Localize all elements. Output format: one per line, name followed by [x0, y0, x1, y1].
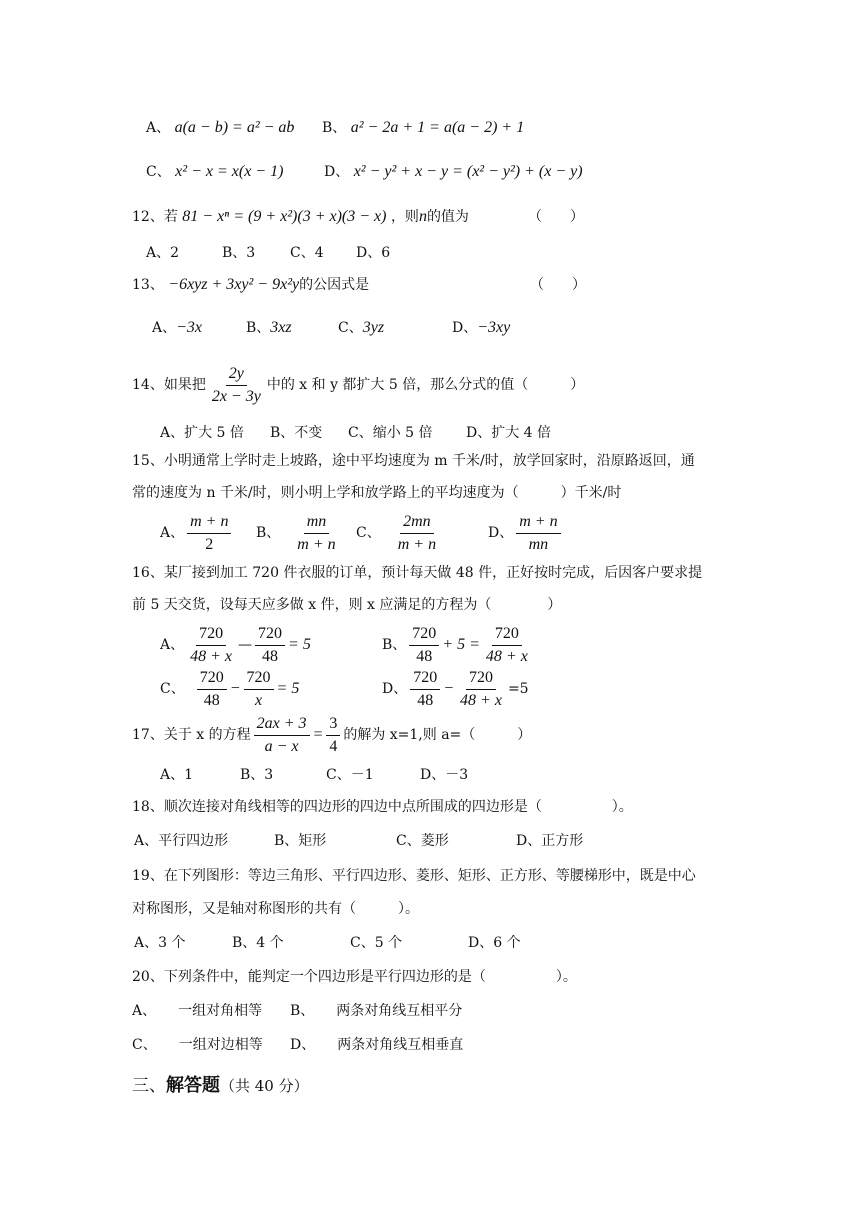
q13-suffix: 的公因式是 [299, 277, 370, 293]
q15-option-b [256, 510, 342, 556]
fraction-denominator: 48 + x [485, 647, 528, 665]
q16-option-b [382, 622, 534, 668]
q17-fraction-1 [254, 713, 310, 758]
q13-option-b [246, 318, 292, 338]
q18-option-a: A、平行四边形 [134, 833, 229, 849]
fraction [244, 667, 274, 712]
option-label: C、 [356, 525, 381, 541]
option-text: 两条对角线互相垂直 [337, 1037, 464, 1053]
q15-line-1: 15、小明通常上学时走上坡路，途中平均速度为 m 千米/时，放学回家时，沿原路返回，通 [132, 453, 695, 469]
q11-option-a [146, 118, 294, 138]
section-title: 解答题 [166, 1075, 220, 1096]
fraction-denominator: 48 [203, 691, 220, 709]
fraction-numerator: 720 [196, 623, 226, 646]
q17-suffix: 的解为 x=1,则 a=（ ） [343, 727, 532, 743]
operator: − [443, 680, 455, 697]
fraction-numerator: 720 [244, 667, 274, 690]
q14-option-a: A、扩大 5 倍 [160, 425, 244, 441]
fraction-numerator: 720 [255, 623, 285, 646]
q16-option-a [160, 622, 311, 668]
fraction [197, 667, 227, 712]
q13-prefix: 13、 [132, 277, 164, 293]
q13-option-c [338, 318, 384, 338]
q19-option-a: A、3 个 [134, 935, 186, 951]
fraction [483, 623, 531, 668]
q20-option-b [290, 1001, 462, 1021]
option-label: C、 [160, 681, 185, 697]
option-label: B、 [246, 320, 271, 336]
q11-option-d [324, 162, 583, 182]
q17-fraction-2 [326, 713, 340, 758]
operator: + 5 = [442, 636, 480, 653]
fraction-denominator: mn [528, 535, 549, 553]
fraction-numerator: 3 [326, 713, 340, 736]
q15-option-a [160, 510, 234, 556]
q11-d-expr: x² − y² + x − y = (x² − y²) + (x − y) [353, 163, 583, 180]
q13-stem [132, 275, 369, 295]
q15-a-fraction [187, 511, 231, 556]
q14-stem [132, 362, 584, 408]
q12-option-a: A、2 [146, 245, 180, 261]
fraction-numerator: 2y [226, 363, 247, 386]
option-label: D、 [382, 681, 408, 697]
option-text: 一组对角相等 [178, 1003, 263, 1019]
fraction-numerator: 720 [410, 667, 440, 690]
q12-answer-bracket: （ ） [528, 209, 584, 225]
option-label: D、 [488, 525, 514, 541]
fraction-denominator: x [254, 691, 263, 709]
fraction-numerator: m + n [187, 511, 231, 534]
q17-option-c: C、－1 [326, 767, 374, 783]
option-text: 一组对边相等 [178, 1037, 263, 1053]
fraction-numerator: mn [304, 511, 330, 534]
option-label: D、 [452, 320, 478, 336]
fraction [409, 623, 439, 668]
fraction-denominator: 4 [329, 737, 338, 755]
q20-stem: 20、下列条件中，能判定一个四边形是平行四边形的是（ ）。 [132, 969, 577, 985]
q12-suffix: 的值为 [426, 209, 469, 225]
q14-option-b: B、不变 [270, 425, 323, 441]
option-label: C、 [338, 320, 363, 336]
fraction-denominator: m + n [297, 535, 336, 553]
equation-rhs: = 5 [288, 636, 311, 653]
fraction-denominator: 2x − 3y [211, 387, 261, 405]
q20-option-c [132, 1035, 263, 1055]
q11-a-expr: a(a − b) = a² − ab [174, 119, 295, 136]
fraction-denominator: 2 [205, 535, 214, 553]
q12-option-c: C、4 [290, 245, 324, 261]
q17-option-a: A、1 [160, 767, 194, 783]
q16-option-d [382, 666, 529, 712]
q16-line-2: 前 5 天交货，设每天应多做 x 件，则 x 应满足的方程为（ ） [132, 597, 562, 613]
operator: − [229, 680, 241, 697]
q19-line-2: 对称图形，又是轴对称图形的共有（ ）。 [132, 901, 419, 917]
option-label: B、 [322, 120, 347, 136]
fraction-numerator: 2mn [400, 511, 434, 534]
q16-line-1: 16、某厂接到加工 720 件衣服的订单，预计每天做 48 件，正好按时完成，后因客户要求提 [132, 565, 703, 581]
q15-b-fraction [294, 511, 338, 556]
q18-option-c: C、菱形 [396, 833, 449, 849]
fraction-denominator: 48 [417, 691, 434, 709]
option-expr: −3xy [477, 319, 511, 336]
q15-option-c [356, 510, 442, 556]
option-label: B、 [256, 525, 281, 541]
section-3-heading [132, 1073, 309, 1100]
q15-line-2: 常的速度为 n 千米/时，则小明上学和放学路上的平均速度为（ ）千米/时 [132, 485, 622, 501]
q19-option-b: B、4 个 [232, 935, 284, 951]
q18-option-b: B、矩形 [274, 833, 327, 849]
option-label: A、 [146, 120, 171, 136]
q19-line-1: 19、在下列图形：等边三角形、平行四边形、菱形、矩形、正方形、等腰梯形中，既是中心 [132, 868, 696, 884]
q12-stem [132, 207, 469, 227]
q13-expr: −6xyz + 3xy² − 9x²y [168, 276, 300, 293]
fraction [255, 623, 285, 668]
q12-prefix: 12、若 [132, 209, 178, 225]
fraction-denominator: a − x [264, 737, 299, 755]
q12-mid: ，则 [390, 209, 419, 225]
fraction-denominator: 48 [416, 647, 433, 665]
q15-option-d [488, 510, 564, 556]
option-label: B、 [382, 637, 407, 653]
option-expr: 3yz [362, 319, 385, 336]
fraction-numerator: 720 [466, 667, 496, 690]
option-label: D、 [324, 164, 350, 180]
q13-answer-bracket: （ ） [530, 277, 586, 293]
fraction-denominator: 48 + x [460, 691, 502, 709]
option-label: A、 [160, 637, 185, 653]
equation-rhs: = 5 [276, 680, 300, 697]
q14-fraction [209, 363, 264, 408]
option-label: A、 [152, 320, 177, 336]
fraction-denominator: m + n [397, 535, 437, 553]
operator: — [238, 637, 253, 653]
q11-b-expr: a² − 2a + 1 = a(a − 2) + 1 [350, 119, 525, 136]
q17-stem [132, 712, 531, 758]
fraction-numerator: 2ax + 3 [254, 713, 310, 736]
option-expr: −3x [176, 319, 203, 336]
option-text: 两条对角线互相平分 [336, 1003, 463, 1019]
section-note: （共 40 分） [220, 1077, 309, 1095]
q15-c-fraction [395, 511, 439, 556]
fraction-numerator: 720 [409, 623, 439, 646]
q20-option-a [132, 1001, 262, 1021]
q19-option-d: D、6 个 [468, 935, 521, 951]
q14-prefix: 14、如果把 [132, 377, 206, 393]
q12-var: n [418, 208, 427, 225]
q15-d-fraction [516, 511, 560, 556]
fraction-denominator: 48 [262, 647, 279, 665]
option-label: C、 [146, 164, 171, 180]
q17-option-b: B、3 [240, 767, 274, 783]
q14-suffix: 中的 x 和 y 都扩大 5 倍，那么分式的值（ ） [266, 377, 585, 393]
q17-prefix: 17、关于 x 的方程 [132, 727, 251, 743]
q14-option-d: D、扩大 4 倍 [466, 425, 552, 441]
option-label: D、 [290, 1037, 316, 1053]
q16-option-c [160, 666, 299, 712]
fraction-denominator: 48 + x [190, 647, 233, 665]
q18-stem: 18、顺次连接对角线相等的四边形的四边中点所围成的四边形是（ ）。 [132, 799, 633, 815]
q11-c-expr: x² − x = x(x − 1) [175, 163, 284, 180]
q12-expr: 81 − xⁿ = (9 + x²)(3 + x)(3 − x) [182, 208, 387, 225]
q13-option-a [152, 318, 202, 338]
q19-option-c: C、5 个 [350, 935, 403, 951]
fraction [187, 623, 235, 668]
fraction [457, 667, 505, 712]
fraction [410, 667, 440, 712]
fraction-numerator: 720 [492, 623, 522, 646]
section-number: 三、 [132, 1076, 166, 1096]
option-label: B、 [290, 1003, 315, 1019]
q11-option-c [146, 162, 283, 182]
q11-option-b [322, 118, 524, 138]
fraction-numerator: m + n [516, 511, 560, 534]
q12-option-b: B、3 [222, 245, 256, 261]
fraction-numerator: 720 [197, 667, 227, 690]
q20-option-d [290, 1035, 463, 1055]
option-label: C、 [132, 1037, 157, 1053]
option-label: A、 [132, 1003, 157, 1019]
option-expr: 3xz [270, 319, 292, 336]
q12-option-d: D、6 [356, 245, 391, 261]
option-label: A、 [160, 525, 185, 541]
q13-option-d [452, 318, 510, 338]
q14-option-c: C、缩小 5 倍 [348, 425, 433, 441]
operator: = [312, 726, 324, 743]
q17-option-d: D、－3 [420, 767, 469, 783]
q18-option-d: D、正方形 [516, 833, 584, 849]
equation-rhs: =5 [507, 681, 529, 697]
